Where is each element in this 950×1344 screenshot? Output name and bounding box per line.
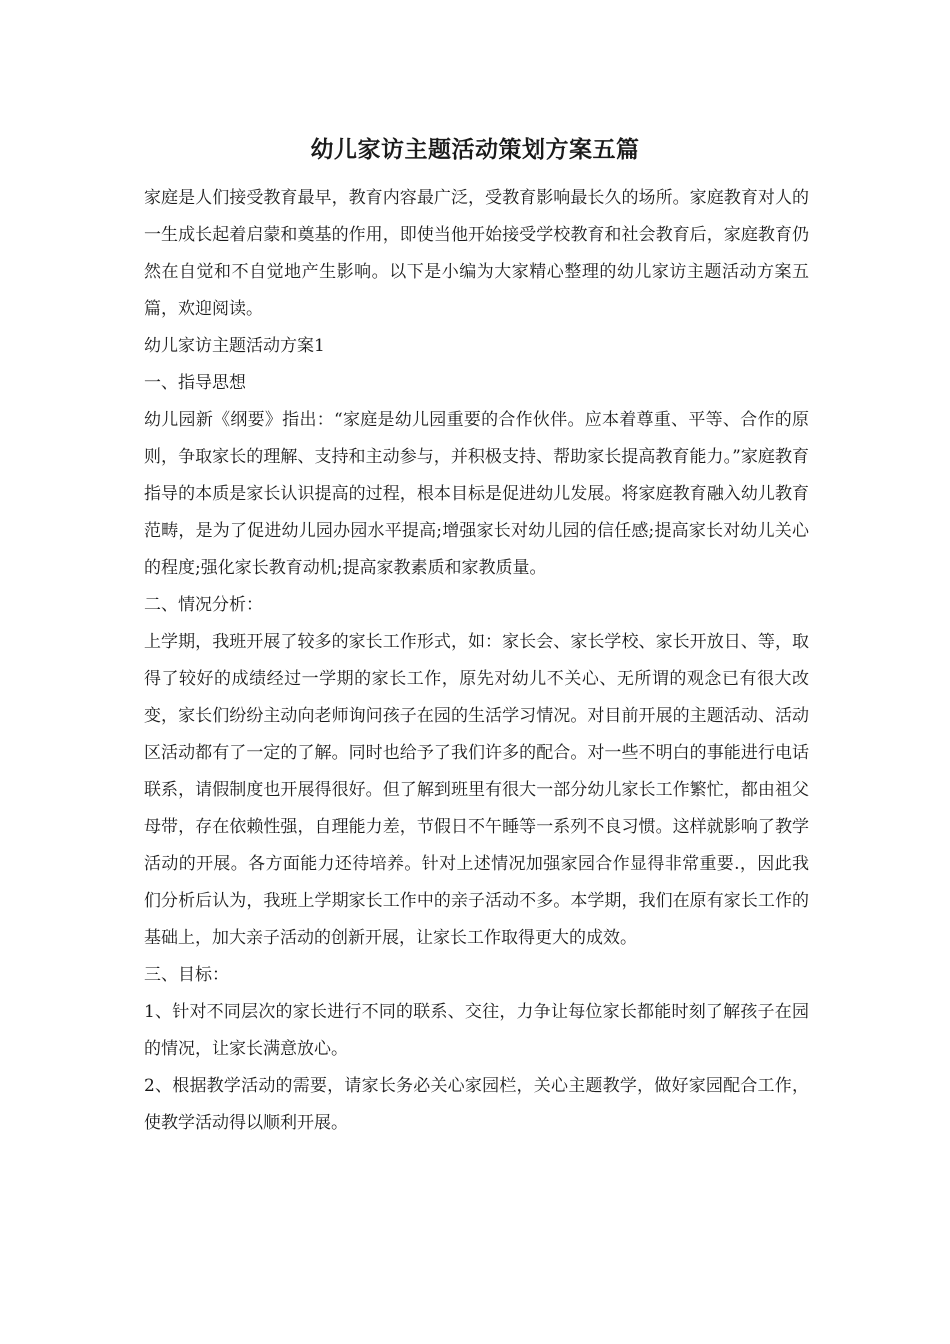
goal-item-1: 1、针对不同层次的家长进行不同的联系、交往，力争让每位家长都能时刻了解孩子在园的情况，让家长满意放心。 [144, 1002, 809, 1059]
intro-paragraph: 家庭是人们接受教育最早，教育内容最广泛，受教育影响最长久的场所。家庭教育对人的一生成长起着启蒙和奠基的作用，即使当他开始接受学校教育和社会教育后，家庭教育仍然在自觉和不自觉地产生影响。以下是小编为大家精心整理的幼儿家访主题活动方案五篇，欢迎阅读。 [144, 188, 809, 319]
situation-analysis-paragraph: 上学期，我班开展了较多的家长工作形式，如：家长会、家长学校、家长开放日、等，取得了较好的成绩经过一学期的家长工作，原先对幼儿不关心、无所谓的观念已有很大改变，家长们纷纷主动向老师询问孩子在园的生活学习情况。对目前开展的主题活动、活动区活动都有了一定的了解。同时也给予了我们许多的配合。对一些不明白的事能进行电话联系，请假制度也开展得很好。但了解到班里有很大一部分幼儿家长工作繁忙，都由祖父母带，存在依赖性强，自理能力差，节假日不午睡等一系列不良习惯。这样就影响了教学活动的开展。各方面能力还待培养。针对上述情况加强家园合作显得非常重要.，因此我们分析后认为，我班上学期家长工作中的亲子活动不多。本学期，我们在原有家长工作的基础上，加大亲子活动的创新开展，让家长工作取得更大的成效。 [144, 632, 809, 948]
guiding-thought-paragraph: 幼儿园新《纲要》指出：“家庭是幼儿园重要的合作伙伴。应本着尊重、平等、合作的原则，争取家长的理解、支持和主动参与，并积极支持、帮助家长提高教育能力。”家庭教育指导的本质是家长认识提高的过程，根本目标是促进幼儿发展。将家庭教育融入幼儿教育范畴，是为了促进幼儿园办园水平提高;增强家长对幼儿园的信任感;提高家长对幼儿关心的程度;强化家长教育动机;提高家教素质和家教质量。 [144, 410, 809, 578]
goal-item-2: 2、根据教学活动的需要，请家长务必关心家园栏，关心主题教学，做好家园配合工作，使教学活动得以顺利开展。 [144, 1076, 809, 1133]
section-heading-goals: 三、目标： [144, 965, 229, 985]
document-title: 幼儿家访主题活动策划方案五篇 [310, 136, 640, 163]
section-heading-situation-analysis: 二、情况分析： [144, 595, 263, 615]
section-heading-plan-1: 幼儿家访主题活动方案1 [144, 336, 325, 356]
document-body [144, 180, 809, 1142]
section-heading-guiding-thought: 一、指导思想 [144, 373, 246, 393]
